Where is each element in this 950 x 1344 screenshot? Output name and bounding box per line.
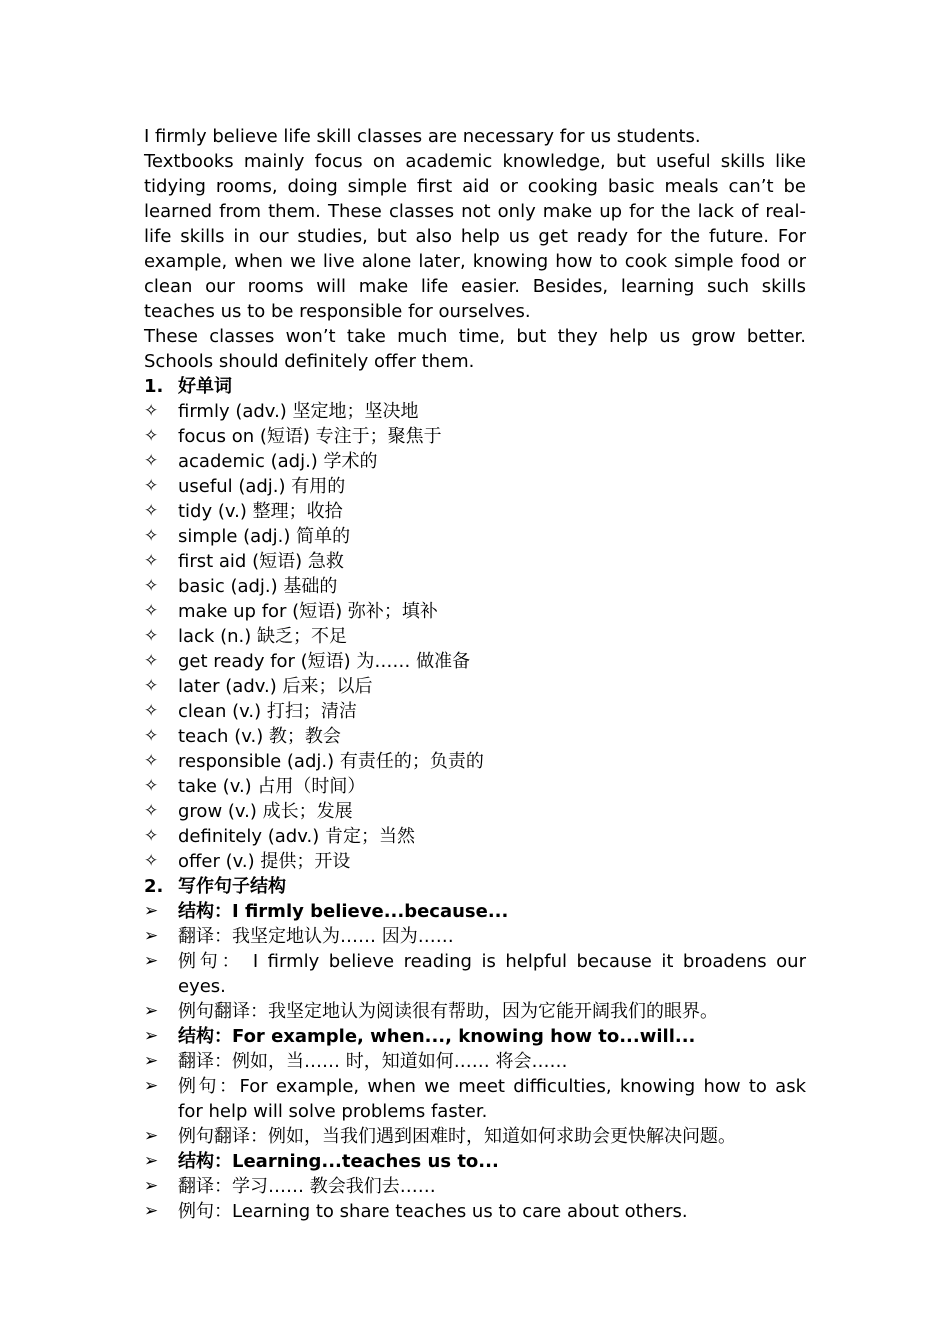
vocab-item [144,749,806,774]
arrow-bullet-icon: ➢ [144,1126,159,1146]
vocab-item-text: lack (n.) 缺乏；不足 [178,626,347,647]
star-bullet-icon: ✧ [144,476,159,496]
structure-item-text: 例句翻译：我坚定地认为阅读很有帮助，因为它能开阔我们的眼界。 [178,1001,718,1022]
vocab-item [144,549,806,574]
vocab-item [144,674,806,699]
vocab-item [144,849,806,874]
structure-item [144,949,806,999]
section-number: 1. [144,376,164,397]
arrow-bullet-icon: ➢ [144,1051,159,1071]
vocab-item [144,474,806,499]
star-bullet-icon: ✧ [144,701,159,721]
structure-item [144,1074,806,1124]
structure-item [144,899,806,924]
star-bullet-icon: ✧ [144,626,159,646]
star-bullet-icon: ✧ [144,676,159,696]
structure-item [144,1174,806,1199]
structure-item-text: 例句翻译：例如，当我们遇到困难时，知道如何求助会更快解决问题。 [178,1126,736,1147]
structure-section-heading [144,874,806,899]
arrow-bullet-icon: ➢ [144,951,159,971]
vocab-item-text: firmly (adv.) 坚定地；坚决地 [178,401,419,422]
structure-item-text: 翻译：例如，当…… 时，知道如何…… 将会…… [178,1051,568,1072]
vocab-item [144,799,806,824]
vocab-item [144,499,806,524]
star-bullet-icon: ✧ [144,801,159,821]
vocab-item-text: tidy (v.) 整理；收拾 [178,501,343,522]
arrow-bullet-icon: ➢ [144,901,159,921]
vocab-item-text: clean (v.) 打扫；清洁 [178,701,357,722]
vocab-item-text: simple (adj.) 简单的 [178,526,351,547]
arrow-bullet-icon: ➢ [144,1176,159,1196]
vocab-item [144,824,806,849]
star-bullet-icon: ✧ [144,776,159,796]
structure-item [144,999,806,1024]
star-bullet-icon: ✧ [144,526,159,546]
star-bullet-icon: ✧ [144,576,159,596]
vocab-item-text: first aid (短语) 急救 [178,551,344,572]
structure-item-text: 例句：For example, when we meet difficulties, knowing how to ask for help will solve problems faster. [178,1076,806,1122]
structure-item [144,1149,806,1174]
structure-item [144,924,806,949]
vocab-item-text: later (adv.) 后来；以后 [178,676,373,697]
vocab-item-text: definitely (adv.) 肯定；当然 [178,826,415,847]
star-bullet-icon: ✧ [144,601,159,621]
arrow-bullet-icon: ➢ [144,926,159,946]
vocab-item [144,624,806,649]
star-bullet-icon: ✧ [144,501,159,521]
vocab-item-text: responsible (adj.) 有责任的；负责的 [178,751,484,772]
vocab-section-heading [144,374,806,399]
vocab-item-text: offer (v.) 提供；开设 [178,851,351,872]
vocab-item-text: basic (adj.) 基础的 [178,576,338,597]
vocab-item-text: grow (v.) 成长；发展 [178,801,353,822]
essay-paragraph: Textbooks mainly focus on academic knowledge, but useful skills like tidying rooms, doing simple first aid or cooking basic meals can’t be learned from them. These classes not only make up for the lack of real-life skills in our studies, but also help us get ready for the future. For example, when we live alone later, knowing how to cook simple food or clean our rooms will make life easier. Besides, learning such skills teaches us to be responsible for ourselves. [144,151,806,322]
structure-item-text: 翻译：学习…… 教会我们去…… [178,1176,436,1197]
vocab-item [144,449,806,474]
vocab-item-text: focus on (短语) 专注于；聚焦于 [178,426,442,447]
arrow-bullet-icon: ➢ [144,1076,159,1096]
vocab-item [144,724,806,749]
vocab-item-text: make up for (短语) 弥补；填补 [178,601,438,622]
vocab-item-text: teach (v.) 教；教会 [178,726,341,747]
structure-item-text: 结构：I firmly believe...because... [178,901,509,922]
structure-item-text: 例句：Learning to share teaches us to care about others. [178,1201,688,1222]
section-title: 写作句子结构 [178,876,286,897]
arrow-bullet-icon: ➢ [144,1201,159,1221]
arrow-bullet-icon: ➢ [144,1026,159,1046]
vocab-item [144,399,806,424]
structure-list [144,899,806,1224]
structure-item [144,1049,806,1074]
vocab-item-text: get ready for (短语) 为…… 做准备 [178,651,471,672]
vocab-item [144,599,806,624]
structure-item [144,1024,806,1049]
star-bullet-icon: ✧ [144,826,159,846]
vocab-item-text: academic (adj.) 学术的 [178,451,378,472]
structure-item-text: 结构：For example, when..., knowing how to...will... [178,1026,696,1047]
section-title: 好单词 [178,376,232,397]
section-number: 2. [144,876,164,897]
vocab-item [144,699,806,724]
star-bullet-icon: ✧ [144,426,159,446]
structure-item-text: 例句： I firmly believe reading is helpful because it broadens our eyes. [178,951,806,997]
structure-item [144,1124,806,1149]
star-bullet-icon: ✧ [144,751,159,771]
structure-item-text: 翻译：我坚定地认为…… 因为…… [178,926,454,947]
star-bullet-icon: ✧ [144,451,159,471]
vocab-item [144,524,806,549]
star-bullet-icon: ✧ [144,651,159,671]
vocab-item [144,774,806,799]
vocab-list [144,399,806,874]
arrow-bullet-icon: ➢ [144,1151,159,1171]
arrow-bullet-icon: ➢ [144,1001,159,1021]
star-bullet-icon: ✧ [144,551,159,571]
structure-item [144,1199,806,1224]
essay-paragraph: These classes won’t take much time, but they help us grow better. Schools should definitely offer them. [144,326,806,372]
structure-item-text: 结构：Learning...teaches us to... [178,1151,499,1172]
document-body [144,124,806,1224]
star-bullet-icon: ✧ [144,401,159,421]
essay-paragraph: I firmly believe life skill classes are necessary for us students. [144,126,701,147]
vocab-item-text: take (v.) 占用（时间） [178,776,366,797]
star-bullet-icon: ✧ [144,726,159,746]
star-bullet-icon: ✧ [144,851,159,871]
vocab-item [144,424,806,449]
vocab-item-text: useful (adj.) 有用的 [178,476,346,497]
vocab-item [144,649,806,674]
vocab-item [144,574,806,599]
